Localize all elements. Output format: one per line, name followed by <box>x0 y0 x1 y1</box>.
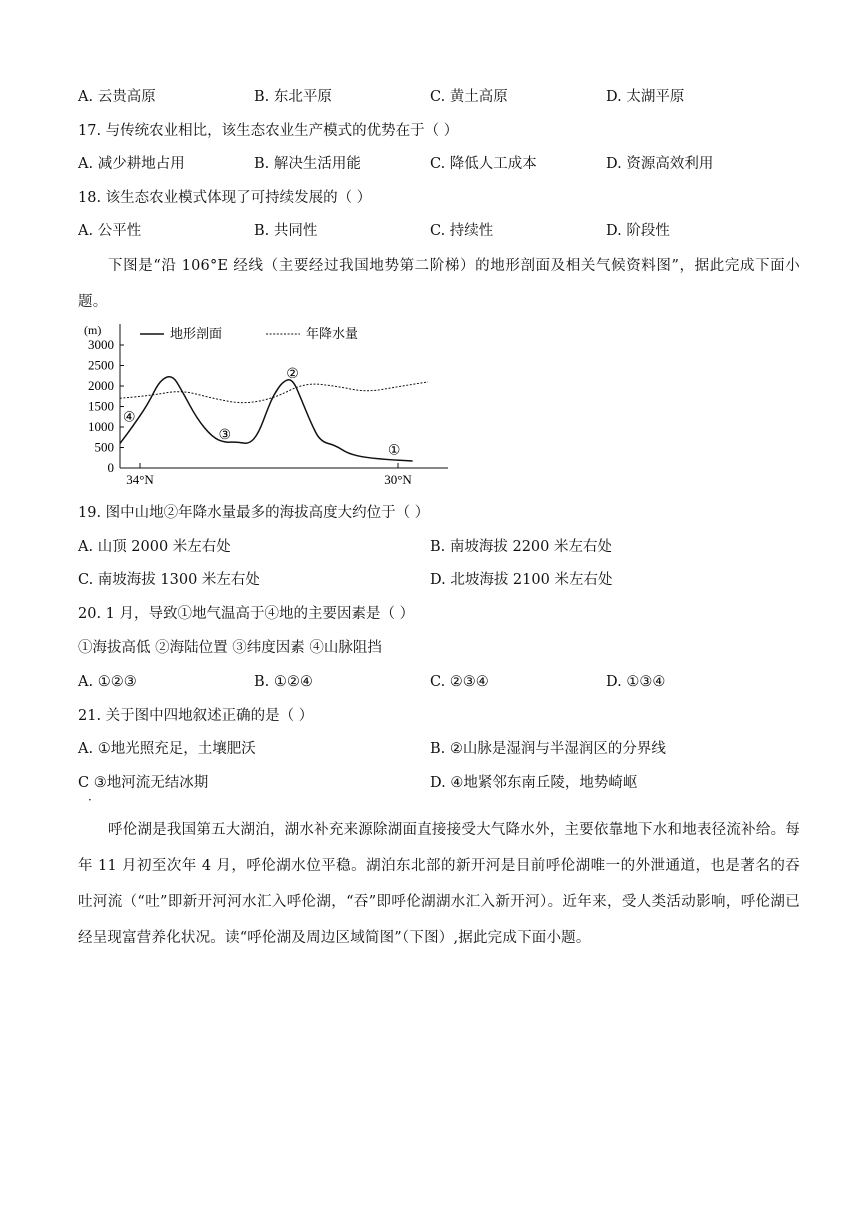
q19-option-a[interactable]: A. 山顶 2000 米左右处 <box>78 539 231 555</box>
y-tick-label: 2000 <box>88 378 114 393</box>
q21-option-a[interactable]: A. ①地光照充足，土壤肥沃 <box>78 741 256 757</box>
precipitation-line <box>120 382 428 403</box>
q19-option-c[interactable]: C. 南坡海拔 1300 米左右处 <box>78 572 260 588</box>
q17-option-c[interactable]: C. 降低人工成本 <box>430 156 537 172</box>
q16-option-b[interactable]: B. 东北平原 <box>254 89 332 105</box>
q17-option-b[interactable]: B. 解决生活用能 <box>254 156 361 172</box>
q18-option-c[interactable]: C. 持续性 <box>430 223 494 239</box>
terrain-precipitation-chart <box>78 318 450 488</box>
q16-option-c[interactable]: C. 黄土高原 <box>430 89 508 105</box>
annotation-label: ① <box>387 443 401 459</box>
q20-option-c[interactable]: C. ②③④ <box>430 674 489 690</box>
q19-option-b[interactable]: B. 南坡海拔 2200 米左右处 <box>430 539 612 555</box>
q18-options <box>78 220 800 242</box>
q20-factors: ①海拔高低 ②海陆位置 ③纬度因素 ④山脉阻挡 <box>78 640 382 656</box>
y-tick-labels <box>88 337 124 475</box>
q18-stem: 18. 该生态农业模式体现了可持续发展的（ ） <box>78 190 372 206</box>
q16-option-d[interactable]: D. 太湖平原 <box>606 89 685 105</box>
q20-stem: 20. 1 月，导致①地气温高于④地的主要因素是（ ） <box>78 606 415 622</box>
x-tick-label: 34°N <box>126 472 154 487</box>
q20-option-b[interactable]: B. ①②④ <box>254 674 313 690</box>
chart-legend <box>140 326 358 341</box>
chart-series <box>120 377 428 461</box>
q19-options-row1 <box>78 536 800 558</box>
q17-option-d[interactable]: D. 资源高效利用 <box>606 156 714 172</box>
q19-option-d[interactable]: D. 北坡海拔 2100 米左右处 <box>430 572 613 588</box>
q21-options-row1 <box>78 738 800 760</box>
y-tick-label: 500 <box>94 439 114 455</box>
y-tick-label: 1000 <box>88 419 114 434</box>
q16-options <box>78 86 800 108</box>
terrain-profile-line <box>120 377 413 461</box>
y-tick-label: 1500 <box>88 398 114 414</box>
annotation-label: ③ <box>218 427 232 443</box>
x-tick-labels <box>126 463 412 487</box>
y-axis-label: (m) <box>84 323 102 337</box>
q20-option-d[interactable]: D. ①③④ <box>606 674 666 690</box>
x-tick-label: 30°N <box>384 472 412 487</box>
intro-paragraph-profile: 下图是“沿 106°E 经线（主要经过我国地势第二阶梯）的地形剖面及相关气候资料图”，据此完成下面小题。 <box>78 258 800 310</box>
q19-stem: 19. 图中山地②年降水量最多的海拔高度大约位于（ ） <box>78 505 430 521</box>
q18-option-a[interactable]: A. 公平性 <box>78 223 142 239</box>
legend-precip-label: 年降水量 <box>306 326 359 341</box>
q19-options-row2 <box>78 569 800 591</box>
q21-options-row2 <box>78 772 800 794</box>
y-tick-label: 3000 <box>88 337 114 352</box>
chart-annotations <box>123 367 400 459</box>
q21-option-c[interactable]: C ③地河流无结冰期 <box>78 775 209 791</box>
y-tick-label: 2500 <box>88 357 114 373</box>
q17-option-a[interactable]: A. 减少耕地占用 <box>78 156 185 172</box>
y-tick-label: 0 <box>107 460 114 475</box>
q21-stem: 21. 关于图中四地叙述正确的是（ ） <box>78 708 314 724</box>
q17-stem: 17. 与传统农业相比，该生态农业生产模式的优势在于（ ） <box>78 123 459 139</box>
legend-terrain-label: 地形剖面 <box>170 326 223 341</box>
intro-paragraph-hulun-lake: 呼伦湖是我国第五大湖泊，湖水补充来源除湖面直接接受大气降水外，主要依靠地下水和地表径流补给。每年 11 月初至次年 4 月，呼伦湖水位平稳。湖泊东北部的新开河是目前呼伦湖唯一的外泄通道，也是著名的吞吐河流（“吐”即新开河河水汇入呼伦湖，“吞”即呼伦湖湖水汇入新开河）。近年来，受人类活动影响，呼伦湖已经呈现富营养化状况。读“呼伦湖及周边区域简图”（下图）,据此完成下面小题。 <box>78 822 800 946</box>
q20-option-a[interactable]: A. ①②③ <box>78 674 137 690</box>
q16-option-a[interactable]: A. 云贵高原 <box>78 89 156 105</box>
q17-options <box>78 153 800 175</box>
annotation-label: ④ <box>122 410 136 426</box>
q20-options <box>78 671 800 693</box>
annotation-label: ② <box>286 366 299 382</box>
q18-option-d[interactable]: D. 阶段性 <box>606 223 670 239</box>
stray-dot-mark: · <box>88 793 92 807</box>
q18-option-b[interactable]: B. 共同性 <box>254 223 318 239</box>
q21-option-b[interactable]: B. ②山脉是湿润与半湿润区的分界线 <box>430 741 666 757</box>
q21-option-d[interactable]: D. ④地紧邻东南丘陵，地势崎岖 <box>430 775 638 791</box>
